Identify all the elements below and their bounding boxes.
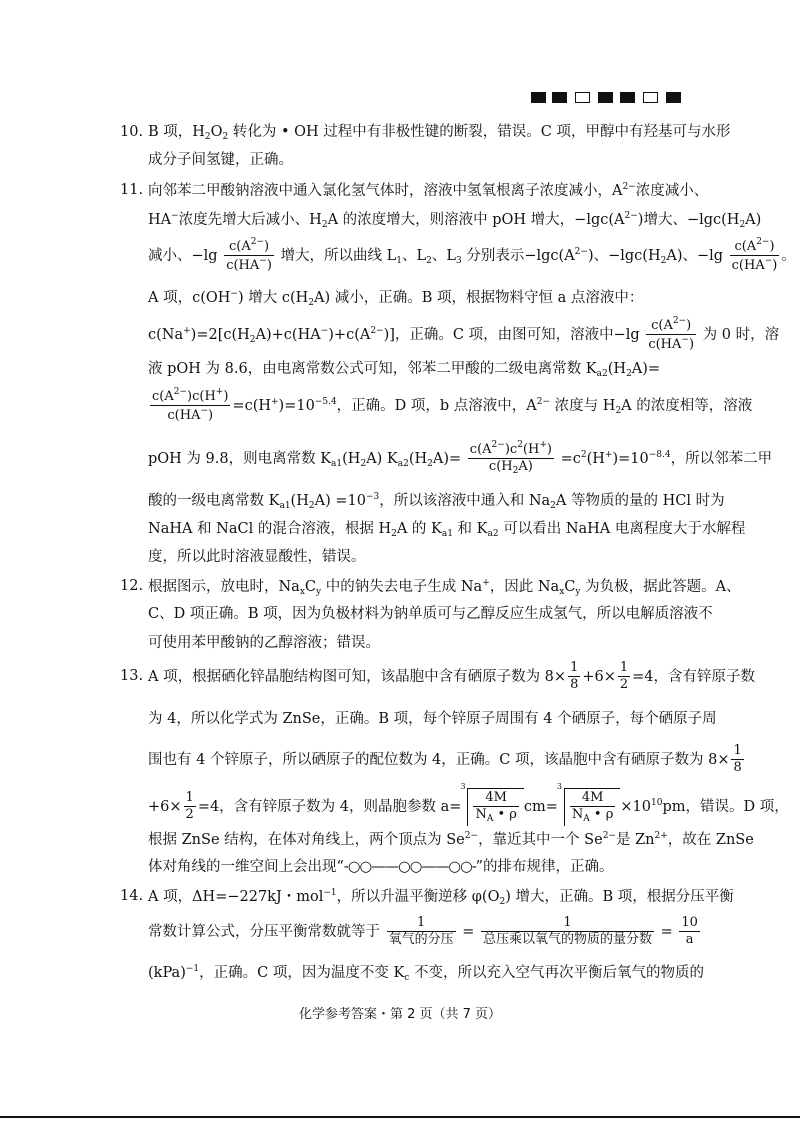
- bottom-rule: [0, 1116, 800, 1118]
- text-line: NaHA 和 NaCl 的混合溶液，根据 $H_2A$ 的 $K_{a1}$ 和 $K_{a2}$ 可以看出 NaHA 电离程度大于水解程: [148, 521, 746, 539]
- fraction: $\frac{c(A^{2-})}{c(HA^-)}$: [226, 237, 272, 274]
- mark-filled-square: [531, 92, 546, 103]
- text-line: C、D 项正确。B 项，因为负极材料为钠单质可与乙醇反应生成氢气，所以电解质溶液不: [148, 606, 713, 622]
- text-line: 酸的一级电离常数 $K_{a1}(H_2A) =10^{-3}$，所以该溶液中通入和 $Na_2A$ 等物质的量的 HCl 时为: [148, 492, 725, 511]
- formula-line: A 项，根据硒化锌晶胞结构图可知，该晶胞中含有硒原子数为 8× $\frac{1}{8}$ +6× $\frac{1}{2}$ =4，含有锌原子数: [148, 660, 756, 693]
- text-line: 根据图示，放电时，$Na_xC_y$ 中的钠失去电子生成 Na+，因此 $Na_xC_y$ 为负极，据此答题。A、: [148, 578, 741, 597]
- item-number: 10.: [120, 124, 144, 140]
- cube-root: $3 \frac{4M}{N_A • \rho}$: [564, 788, 620, 826]
- mark-filled-square: [598, 92, 613, 103]
- cube-root: $3 \frac{4M}{N_A • \rho}$: [467, 788, 523, 826]
- fraction: $\frac{c(A^{2-})c(H^+)}{c(HA^-)}$: [152, 387, 229, 424]
- page-footer: 化学参考答案・第 2 页（共 7 页）: [298, 1007, 502, 1022]
- mark-outline-square: [643, 92, 658, 103]
- text-line: 度，所以此时溶液显酸性，错误。: [148, 549, 366, 565]
- fraction: $\frac{1}{8}$: [570, 660, 579, 693]
- text-line: A 项，ΔH=−227kJ・mol$^{-1}$，所以升温平衡逆移 $\varphi(O_2)$ 增大，正确。B 项，根据分压平衡: [148, 888, 734, 907]
- fraction: $\frac{10}{a}$: [681, 915, 698, 948]
- text-line: 液 pOH 为 8.6，由电离常数公式可知，邻苯二甲酸的二级电离常数 $K_{a2}(H_2A)=$: [148, 361, 661, 379]
- mark-outline-square: [575, 92, 590, 103]
- formula-line: +6× $\frac{1}{2}$ =4，含有锌原子数为 4，则晶胞参数 a= $3 \frac{4M}{N_A • \rho}$ cm= $3 \frac{4M}{N_A • \rho}$ $\times 10^{10}pm$，错误。D 项，: [148, 788, 789, 826]
- formula-line: 围也有 4 个锌原子，所以硒原子的配位数为 4，正确。C 项，该晶胞中含有硒原子数为 8× $\frac{1}{8}$: [148, 743, 742, 776]
- text-line: HA−浓度先增大后减小、$H_2A$ 的浓度增大，则溶液中 pOH 增大，$-\lg c(A^{2-})$增大、$-\lg c(H_2A)$: [148, 211, 762, 230]
- formula-line: $c(Na^+)=2[c(H_2A)+c(HA^-)+c(A^{2-})]$，正确。C 项，由图可知，溶液中−lg $\frac{c(A^{2-})}{c(HA^-)}$ 为 0 时，溶: [148, 316, 780, 353]
- text-line: 成分子间氢键，正确。: [148, 152, 293, 168]
- mark-filled-square: [666, 92, 681, 103]
- fraction: $\frac{c(A^{2-})}{c(HA^-)}$: [731, 237, 778, 274]
- text-line: 体对角线的一维空间上会出现“-○○——○○——○○-”的排布规律，正确。: [148, 859, 614, 875]
- fraction: $\frac{c(A^{2-})}{c(HA^-)}$: [648, 316, 695, 353]
- fraction: $\frac{1}{2}$: [185, 790, 194, 823]
- text-line: A 项，c(OH−) 增大 $c(H_2A)$ 减小，正确。B 项，根据物料守恒 a 点溶液中：: [148, 289, 644, 308]
- text-line: B 项，$H_2O_2$ 转化为 • OH 过程中有非极性键的断裂，错误。C 项，甲醇中有羟基可与水形: [148, 124, 731, 142]
- fraction: $\frac{c(A^{2-})c^2(H^+)}{c(H_2A)}$: [469, 440, 552, 477]
- mark-filled-square: [620, 92, 635, 103]
- text-line: 为 4，所以化学式为 ZnSe，正确。B 项，每个锌原子周围有 4 个硒原子，每个硒原子周: [148, 711, 717, 727]
- formula-line: 减小、−lg $\frac{c(A^{2-})}{c(HA^-)}$ 增大，所以曲线 $L_1$、$L_2$、$L_3$ 分别表示$-\lg c(A^{2-})$、$-\lg c(H_2A)$、−lg $\frac{c(A^{2-})}{c(HA^-)}$ 。: [148, 237, 796, 274]
- fraction: $\frac{1}{\text{总压乘以氧气的物质的量分数}}$: [483, 915, 653, 948]
- item-number: 11.: [120, 182, 144, 198]
- formula-line: pOH 为 9.8，则电离常数 $K_{a1}(H_2A)$ $K_{a2}(H_2A)=$ $\frac{c(A^{2-})c^2(H^+)}{c(H_2A)}$ $=c^2(H^+)=10^{-8.4}$，所以邻苯二甲: [148, 440, 773, 477]
- item-number: 12.: [120, 578, 144, 594]
- fraction: $\frac{1}{2}$: [619, 660, 629, 693]
- text-line: 可使用苯甲酸钠的乙醇溶液；错误。: [148, 635, 380, 651]
- formula-line: 常数计算公式，分压平衡常数就等于 $\frac{1}{\text{氧气的分压}}$ = $\frac{1}{\text{总压乘以氧气的物质的量分数}}$ = $\frac{10}{a}$: [148, 915, 698, 948]
- fraction: $\frac{1}{\text{氧气的分压}}$: [388, 915, 454, 948]
- item-number: 13.: [120, 668, 144, 684]
- mark-filled-square: [552, 92, 567, 103]
- fraction: $\frac{1}{8}$: [733, 743, 742, 776]
- text-line: (kPa)$^{-1}$，正确。C 项，因为温度不变 $K_c$ 不变，所以充入空气再次平衡后氧气的物质的: [148, 964, 704, 983]
- text-line: 向邻苯二甲酸钠溶液中通入氯化氢气体时，溶液中氢氧根离子浓度减小，$A^{2-}$浓度减小、: [148, 182, 709, 199]
- formula-line: $\frac{c(A^{2-})c(H^+)}{c(HA^-)}$ $=c(H^+)=10^{-5.4}$，正确。D 项，b 点溶液中，$A^{2-}$ 浓度与 $H_2A$ 的浓度相等，溶液: [152, 387, 753, 424]
- item-number: 14.: [120, 888, 144, 904]
- text-line: 根据 ZnSe 结构，在体对角线上，两个顶点为 $Se^{2-}$，靠近其中一个 $Se^{2-}$是 $Zn^{2+}$，故在 ZnSe: [148, 831, 754, 848]
